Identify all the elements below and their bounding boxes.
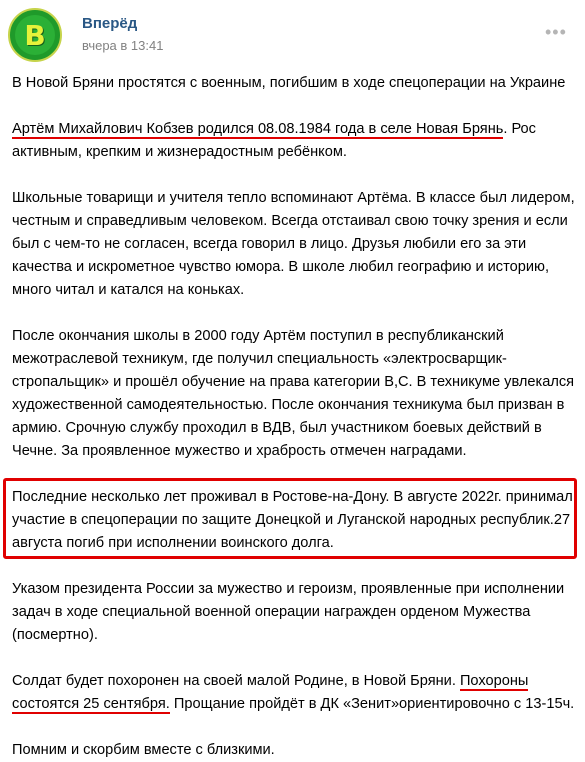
- underlined-birth-info: Артём Михайлович Кобзев родился 08.08.1984 года в селе Новая Брянь: [12, 121, 504, 137]
- more-options-icon[interactable]: •••: [545, 22, 567, 42]
- paragraph-school: Школьные товарищи и учителя тепло вспоминают Артёма. В классе был лидером, честным и справедливым человеком. Всегда отстаивал свою точку зрения и если был с чем-то не согласен, всегда говорил в лицо. Друзья любили его за эти качества и искрометное чувство юмора. В школе любил географию и историю, много читал и катался на коньках.: [12, 190, 575, 298]
- avatar-logo-letter: B: [15, 15, 55, 55]
- paragraph-birth: Артём Михайлович Кобзев родился 08.08.1984 года в селе Новая Брянь. Рос активным, крепким и жизнерадостным ребёнком.: [12, 121, 536, 160]
- paragraph-award: Указом президента России за мужество и героизм, проявленные при исполнении задач в ходе специальной военной операции награжден орденом Мужества (посмертно).: [12, 581, 565, 643]
- underlined-funeral: Похороны: [459, 673, 529, 689]
- paragraph-closing: Помним и скорбим вместе с близкими.: [12, 742, 275, 758]
- post-intro: В Новой Бряни простятся с военным, погибшим в ходе спецоперации на Украине: [12, 75, 566, 91]
- author-name[interactable]: Вперёд: [82, 15, 138, 32]
- paragraph-funeral: Солдат будет похоронен на своей малой Родине, в Новой Бряни. Похороны состоятся 25 сентября. Прощание пройдёт в ДК «Зенит»ориентировочно с 13-15ч.: [12, 673, 575, 712]
- paragraph-college: После окончания школы в 2000 году Артём поступил в республиканский межотраслевой техникум, где получил специальность «электросварщик- стропальщик» и прошёл обучение на права категории В,С. В техникуме увлекался художественной самодеятельностью. После окончания техникума был призван в армию. Срочную службу проходил в ВДВ, был участником боевых действий в Чечне. За проявленное мужество и храбрость отмечен наградами.: [12, 328, 575, 459]
- post-time[interactable]: вчера в 13:41: [82, 38, 164, 53]
- group-avatar[interactable]: [8, 8, 62, 62]
- underlined-funeral-date: состоятся 25 сентября.: [12, 696, 170, 712]
- post-header: [0, 0, 585, 70]
- paragraph-highlighted: Последние несколько лет проживал в Ростове-на-Дону. В августе 2022г. принимал участие в спецоперации по защите Донецкой и Луганской народных республик.27 августа погиб при исполнении воинского долга.: [12, 486, 582, 555]
- post-text: [12, 72, 582, 762]
